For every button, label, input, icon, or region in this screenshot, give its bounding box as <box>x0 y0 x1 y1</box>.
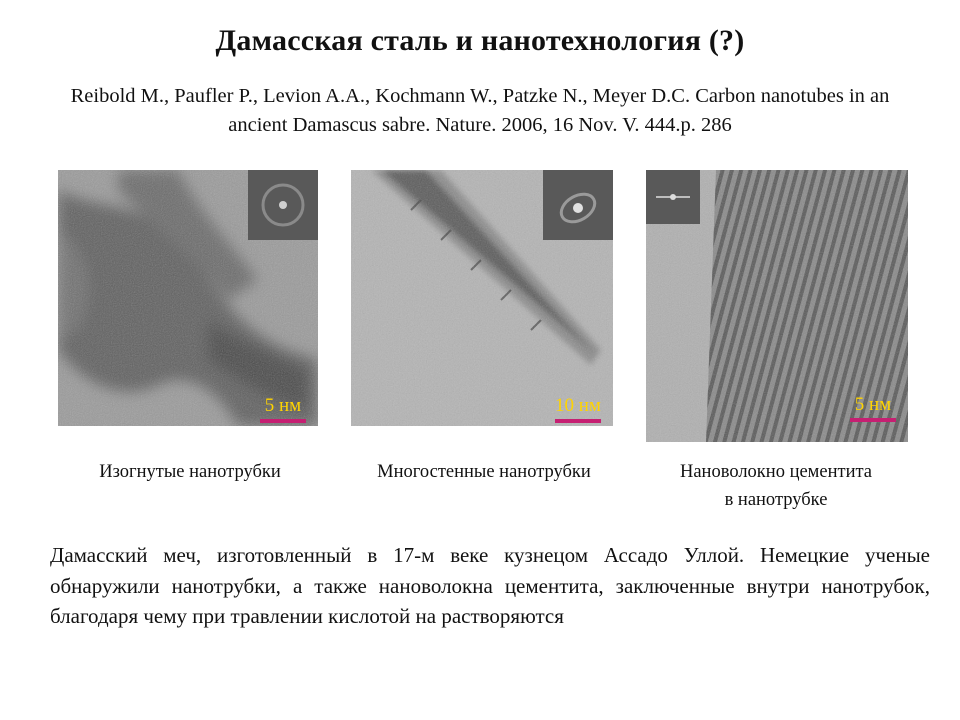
scale-bar <box>555 419 601 423</box>
fft-inset <box>543 170 613 240</box>
caption-curved-nanotubes: Изогнутые нанотрубки <box>99 462 281 482</box>
micrograph-multiwall-nanotubes <box>351 170 613 426</box>
scale-label: 10 нм <box>555 395 601 416</box>
fft-inset <box>646 170 700 224</box>
caption-line: Нановолокно цементита <box>679 462 873 482</box>
citation: Reibold M., Paufler P., Levion A.A., Kochmann W., Patzke N., Meyer D.C. Carbon nanotubes in an ancient Damascus sabre. Nature. 2006, 16 Nov. V. 444.p. 286 <box>70 85 890 136</box>
body-paragraph: Дамасский меч, изготовленный в 17-м веке кузнецом Ассадо Уллой. Немецкие ученые обнаружили нанотрубки, а также нановолокна цементита, заключенные внутри нанотрубок, благодаря чему при травлении кислотой на растворяются <box>50 543 930 628</box>
caption-cementite-nanowire <box>640 458 912 514</box>
scale-bar-group <box>838 395 908 422</box>
scale-bar <box>850 418 896 422</box>
scale-label: 5 нм <box>264 395 302 416</box>
scale-bar-group <box>248 396 318 423</box>
micrograph-cementite-nanowire <box>646 170 908 442</box>
scale-bar <box>260 419 306 423</box>
micrograph-curved-nanotubes <box>58 170 318 426</box>
scale-label: 5 нм <box>854 394 892 415</box>
slide-title: Дамасская сталь и нанотехнология (?) <box>215 24 745 57</box>
scale-bar-group <box>543 396 613 423</box>
fft-inset <box>248 170 318 240</box>
caption-multiwall-nanotubes: Многостенные нанотрубки <box>377 462 591 482</box>
caption-line: в нанотрубке <box>724 490 828 510</box>
